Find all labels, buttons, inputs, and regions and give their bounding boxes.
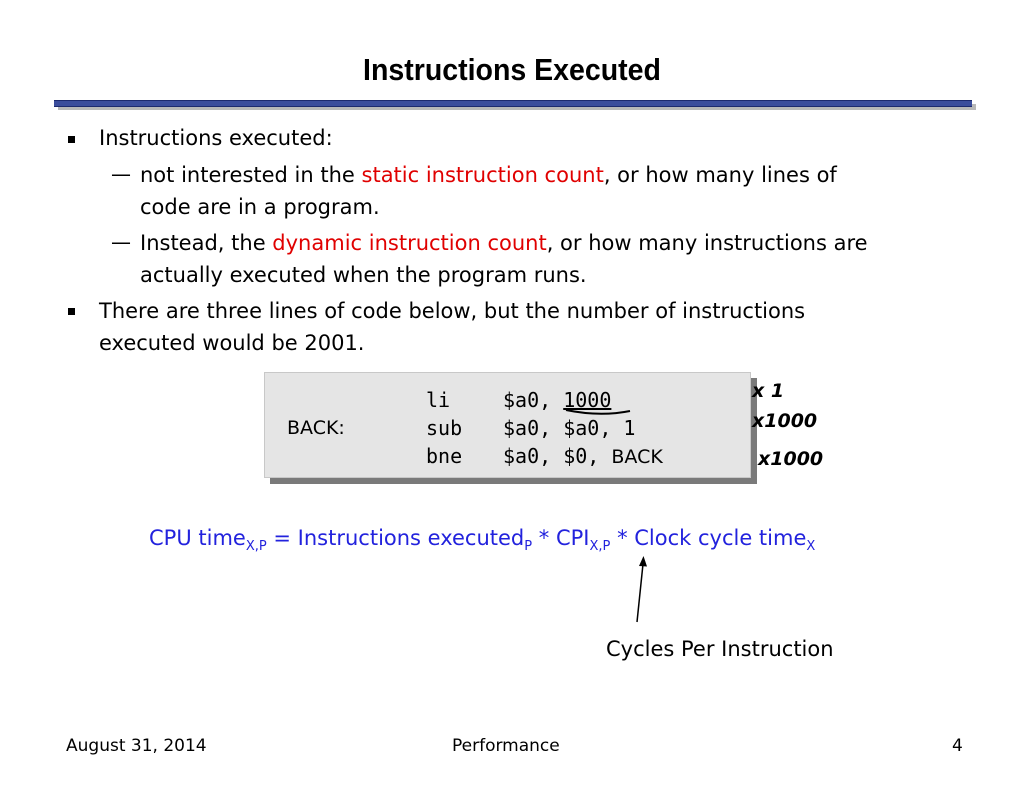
- branch-target-label: BACK: [611, 446, 663, 468]
- bullet-square-icon: [68, 136, 75, 143]
- annotation-x1: x 1: [752, 380, 785, 402]
- footer-page-number: 4: [952, 736, 963, 756]
- slide-title: Instructions Executed: [363, 52, 661, 87]
- sub-bullet-2-line2: actually executed when the program runs.: [140, 263, 587, 287]
- cpu-time-formula: CPU time$_{X,P}$ = Instructions executed$_P$ * $CPI_{X,P}$ * Clock cycle time$_X$: [149, 526, 816, 555]
- footer-date: August 31, 2014: [66, 736, 207, 756]
- handwritten-underline-squiggle: [560, 408, 640, 418]
- annotation-x1000-b: x1000: [758, 448, 824, 470]
- code-op-sub: sub: [426, 416, 463, 440]
- bullet-square-icon: [68, 308, 75, 315]
- code-args-sub: $a0, $a0, 1: [503, 416, 636, 440]
- bullet-2-line1: There are three lines of code below, but the number of instructions: [99, 299, 806, 323]
- sub-bullet-dash-icon: —: [111, 162, 131, 186]
- callout-arrow-icon: [628, 556, 652, 626]
- cpi-callout-label: Cycles Per Instruction: [606, 637, 834, 661]
- bullet-2-line2: executed would be 2001.: [99, 331, 365, 355]
- code-op-bne: bne: [426, 444, 463, 468]
- code-op-li: li: [426, 388, 451, 412]
- sub-bullet-1-line2: code are in a program.: [140, 195, 380, 219]
- code-args-li: $a0, 1000: [503, 388, 612, 412]
- title-rule: [54, 100, 972, 107]
- annotation-x1000-a: x1000: [752, 410, 818, 432]
- sub-bullet-dash-icon: —: [111, 230, 131, 254]
- code-label-back: BACK:: [287, 417, 345, 439]
- loop-count-value: 1000: [563, 388, 612, 412]
- sub-bullet-1-line1: not interested in the static instruction count, or how many lines of: [140, 163, 837, 187]
- static-count-highlight: static instruction count: [361, 163, 604, 187]
- code-args-bne: $a0, $0, BACK: [503, 444, 663, 468]
- sub-bullet-2-line1: Instead, the dynamic instruction count, or how many instructions are: [140, 231, 868, 255]
- dynamic-count-highlight: dynamic instruction count: [272, 231, 547, 255]
- bullet-1-text: Instructions executed:: [99, 126, 333, 150]
- footer-topic: Performance: [452, 736, 560, 756]
